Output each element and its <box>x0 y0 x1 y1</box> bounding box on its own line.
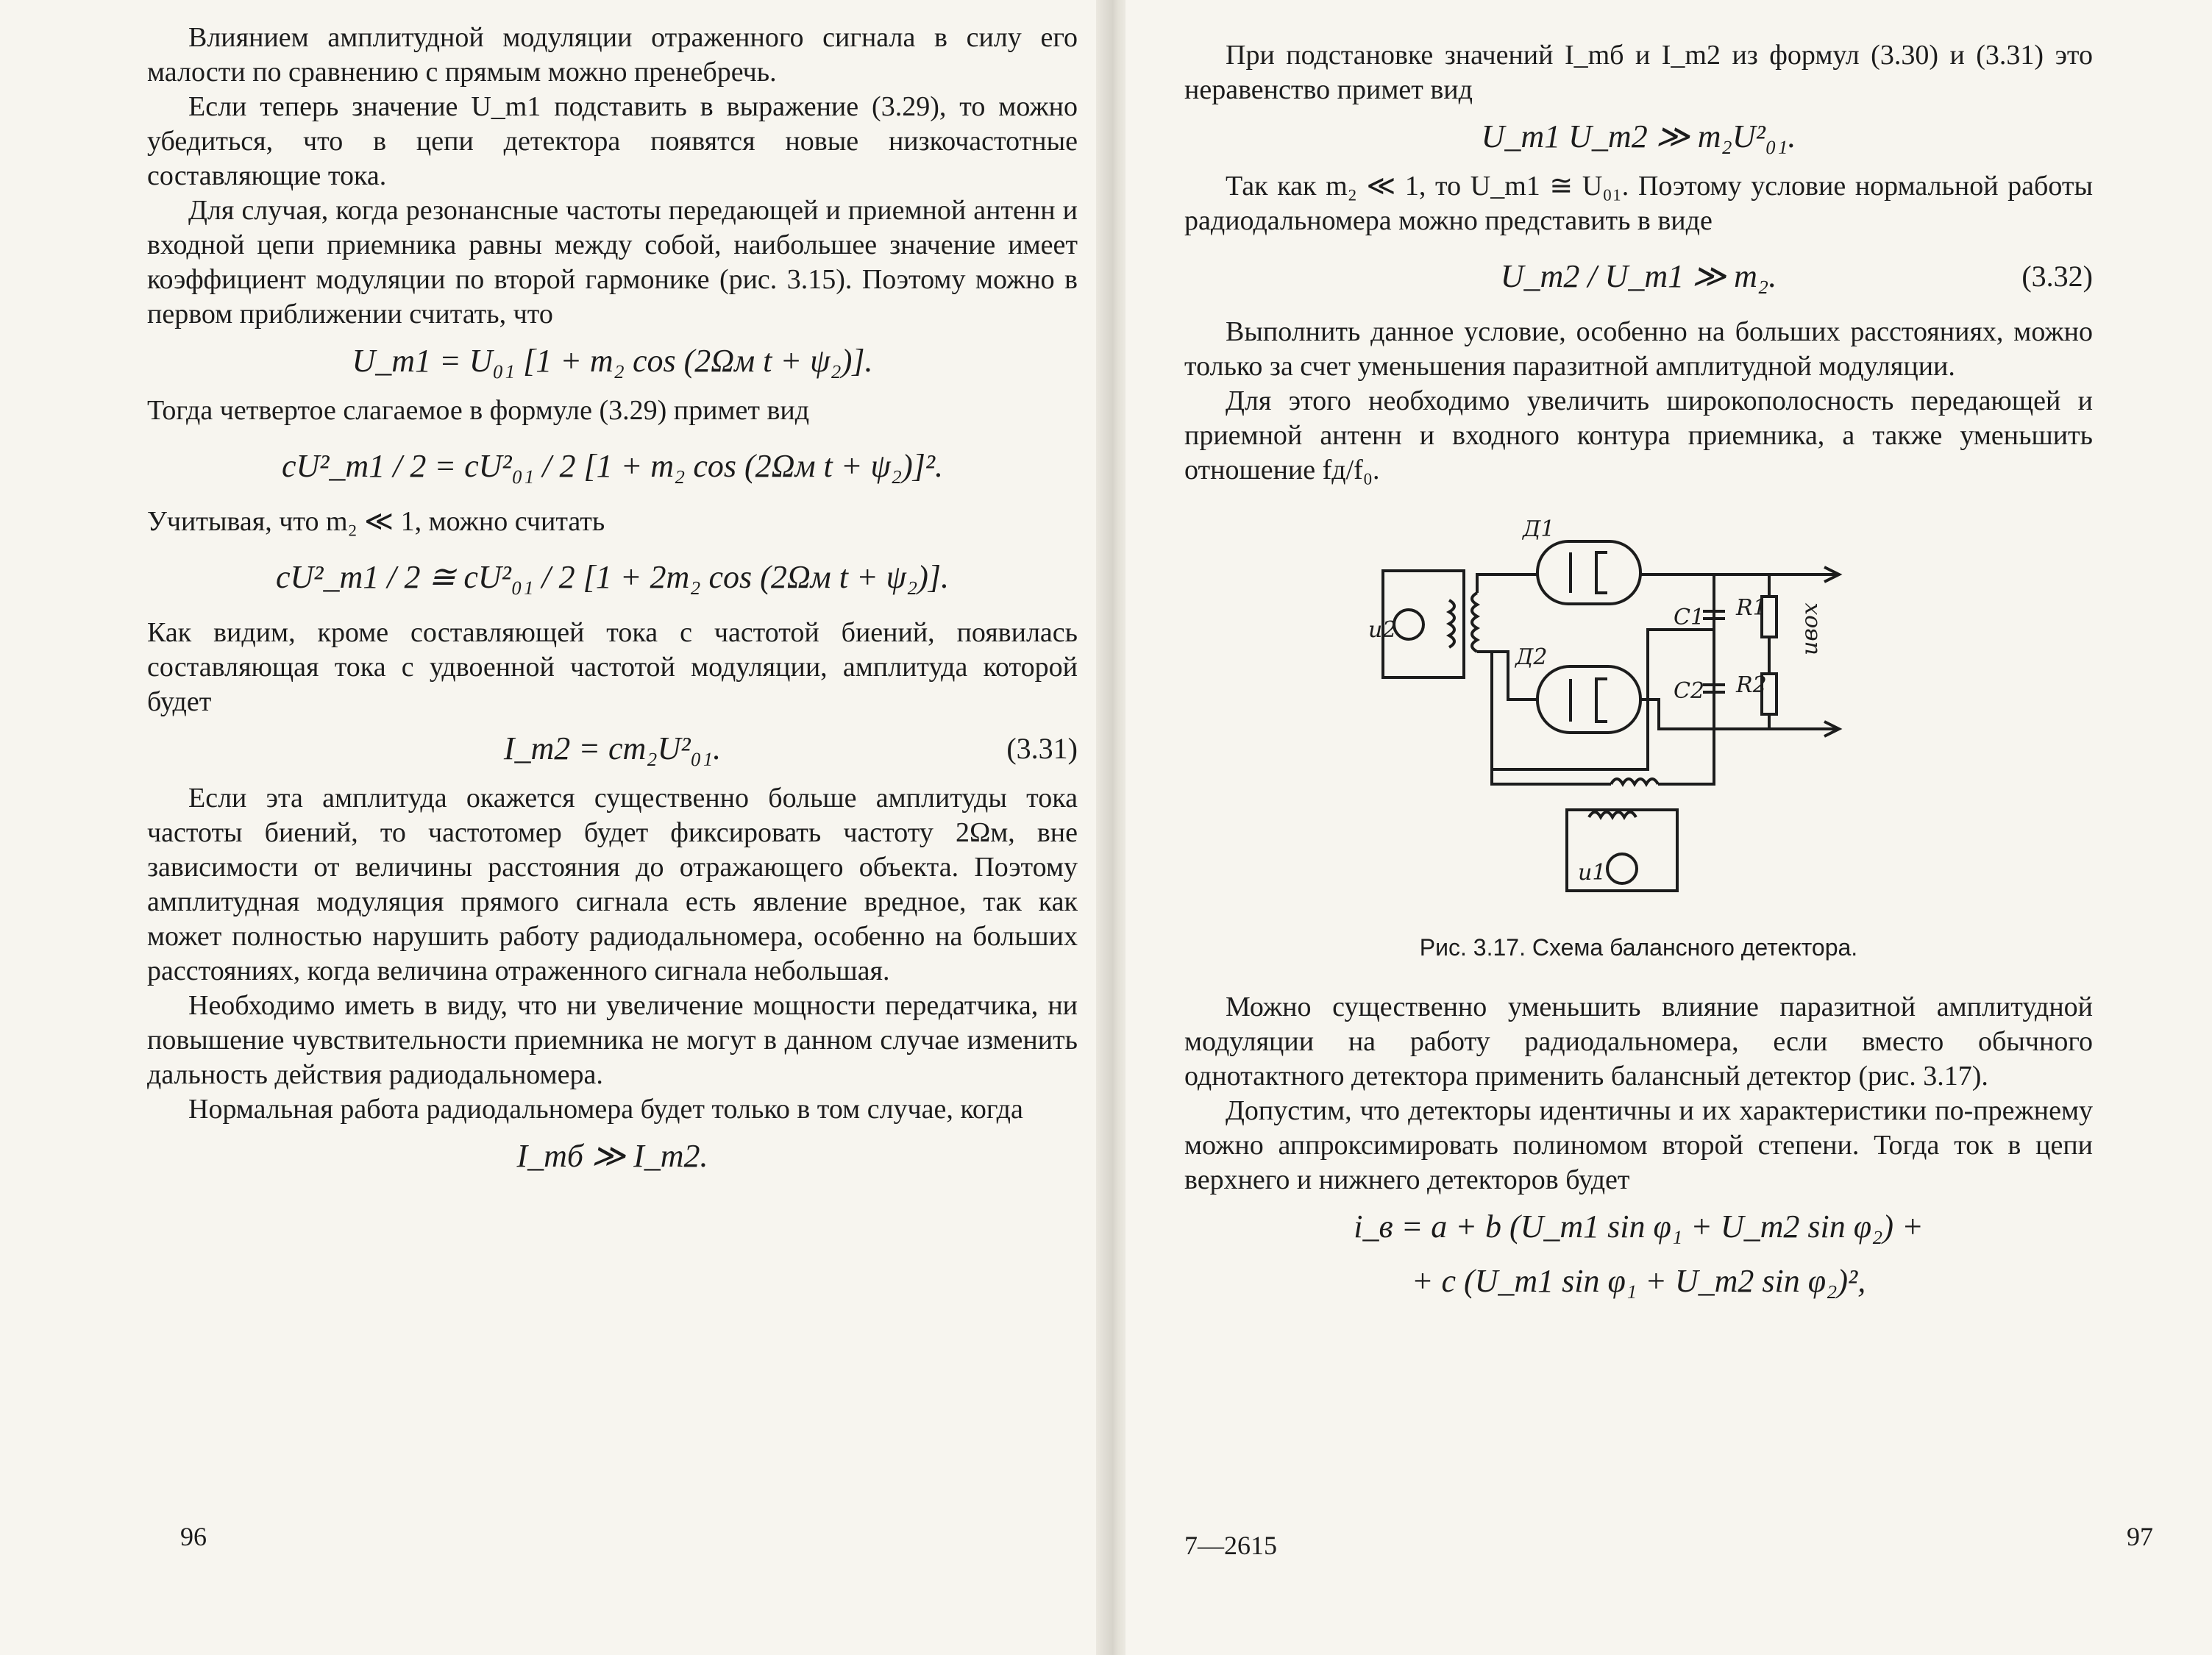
paragraph: Если эта амплитуда окажется существенно больше амплитуды тока частоты биений, то частотомер будет фиксировать частоту 2Ωм, вне зависимости от величины расстояния до отражающего объекта. Поэтому амплитудная модуляция прямого сигнала есть явление вредное, так как может полностью нарушить работу радиодальномера, особенно на больших расстояниях, когда величина отраженного сигнала небольшая. <box>147 783 1078 986</box>
paragraph: Выполнить данное условие, особенно на больших расстояниях, можно только за счет уменьшения паразитной амплитудной модуляции. <box>1184 316 2093 382</box>
formula-number: (3.32) <box>2021 260 2093 293</box>
paragraph: Учитывая, что m₂ ≪ 1, можно считать <box>147 506 605 537</box>
label-d2: Д2 <box>1515 644 1548 670</box>
formula: I_mб ≫ I_m2. <box>516 1138 708 1174</box>
label-c2: C2 <box>1674 678 1705 704</box>
label-r2: R2 <box>1736 672 1767 698</box>
coil-primary <box>1449 600 1454 647</box>
formula: i_в = a + b (U_m1 sin φ₁ + U_m2 sin φ₂) + <box>1354 1209 1924 1245</box>
formula-3-31 <box>147 727 1078 771</box>
formula-3-32 <box>1184 240 2093 313</box>
paragraph: Тогда четвертое слагаемое в формуле (3.29) примет вид <box>147 395 810 426</box>
formula-body: U_m2 / U_m1 ≫ m₂. <box>1500 258 1777 294</box>
paragraph: Можно существенно уменьшить влияние паразитной амплитудной модуляции на работу радиодальномера, если вместо обычного однотактного детектора применить балансный детектор (рис. 3.17). <box>1184 992 2093 1092</box>
label-c1: C1 <box>1674 605 1705 630</box>
figure-3-17 <box>1184 508 2093 920</box>
label-u1: u1 <box>1578 860 1607 886</box>
paragraph: Влиянием амплитудной модуляции отраженного сигнала в силу его малости по сравнению с прямым можно пренебречь. <box>147 22 1078 88</box>
diode-d2 <box>1537 666 1640 733</box>
label-d1: Д1 <box>1523 516 1555 542</box>
left-page <box>0 0 1103 1655</box>
label-u2: u2 <box>1368 617 1397 643</box>
paragraph: Так как m₂ ≪ 1, то U_m1 ≅ U₀₁. Поэтому условие нормальной работы радиодальномера можно представить в виде <box>1184 171 2093 236</box>
diode-d1 <box>1537 541 1640 604</box>
figure-caption: Рис. 3.17. Схема балансного детектора. <box>1419 934 1858 961</box>
paragraph: Для этого необходимо увеличить широкополосность передающей и приемной антенн и входного контура приемника, а также уменьшить отношение fд/f₀. <box>1184 385 2093 485</box>
paragraph: Если теперь значение U_m1 подставить в выражение (3.29), то можно убедиться, что в цепи детектора появятся новые низкочастотные составляющие тока. <box>147 91 1078 191</box>
right-text-column <box>1184 38 2093 1314</box>
label-r1: R1 <box>1736 595 1767 621</box>
left-text-column <box>147 21 1078 1189</box>
paragraph: Необходимо иметь в виду, что ни увеличение мощности передатчика, ни повышение чувствительности приемника не могут в данном случае изменить дальность действия радиодальномера. <box>147 990 1078 1090</box>
formula: U_m1 = U₀₁ [1 + m₂ cos (2Ωм t + ψ₂)]. <box>352 343 873 379</box>
paragraph: Как видим, кроме составляющей тока с частотой биений, появилась составляющая тока с удвоенной частотой модуляции, амплитуда которой будет <box>147 617 1078 717</box>
source-u1-circle <box>1607 854 1637 883</box>
source-u2-circle <box>1394 610 1423 639</box>
paragraph: Допустим, что детекторы идентичны и их характеристики по-прежнему можно аппроксимировать полиномом второй степени. Тогда ток в цепи верхнего и нижнего детекторов будет <box>1184 1095 2093 1195</box>
formula: U_m1 U_m2 ≫ m₂U²₀₁. <box>1481 118 1796 154</box>
paragraph: Нормальная работа радиодальномера будет только в том случае, когда <box>188 1094 1023 1125</box>
page-number: 96 <box>180 1522 207 1551</box>
formula: cU²_m1 / 2 = cU²₀₁ / 2 [1 + m₂ cos (2Ωм t + ψ₂)]². <box>281 448 944 484</box>
formula-number: (3.31) <box>1006 732 1078 765</box>
paragraph: При подстановке значений I_mб и I_m2 из формул (3.30) и (3.31) это неравенство примет вид <box>1184 40 2093 105</box>
formula: + c (U_m1 sin φ₁ + U_m2 sin φ₂)², <box>1411 1263 1866 1299</box>
coil-secondary <box>1472 593 1477 652</box>
formula-body: I_m2 = cm₂U²₀₁. <box>503 730 722 766</box>
formula: cU²_m1 / 2 ≅ cU²₀₁ / 2 [1 + 2m₂ cos (2Ωм t + ψ₂)]. <box>275 559 950 595</box>
balanced-detector-schematic <box>1368 508 1883 905</box>
right-page <box>1125 0 2212 1655</box>
label-uvox: uвох <box>1797 602 1823 655</box>
page-number: 97 <box>2127 1522 2153 1551</box>
paragraph: Для случая, когда резонансные частоты передающей и приемной антенн и входной цепи приемника равны между собой, наибольшее значение имеет коэффициент модуляции по второй гармонике (рис. 3.15). Поэтому можно в первом приближении считать, что <box>147 195 1078 330</box>
signature-mark: 7—2615 <box>1184 1531 1277 1560</box>
